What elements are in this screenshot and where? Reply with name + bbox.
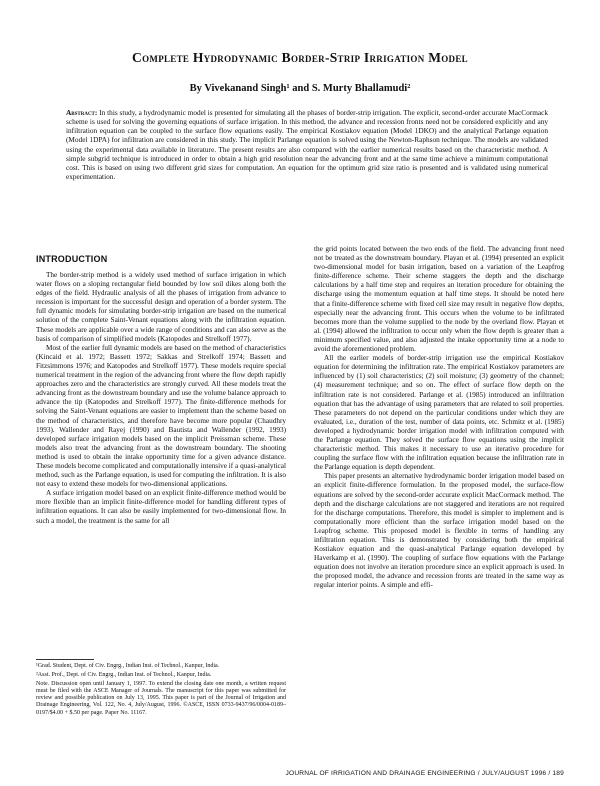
abstract-label: Abstract:: [66, 108, 98, 117]
left-column: [36, 271, 286, 526]
footnote-divider: [36, 659, 94, 660]
page-footer: JOURNAL OF IRRIGATION AND DRAINAGE ENGINEERING / JULY/AUGUST 1996 / 189: [285, 770, 564, 777]
left-paragraph: The border-strip method is a widely used method of surface irrigation in which water flows on a sloping rectangular field bounded by low soil dikes along both the edges of the field. Hydraulic analysis of all the phases of irrigation from advance to recession is important for the successful design and operation of a border system. The full dynamic models for simulating border-strip irrigation are based on the numerical solution of the complete Saint-Venant equations along with the infiltration equation. These models are applicable over a wide range of conditions and can also serve as the basis of comparison of simplified models (Katopodes and Strelkoff 1977).: [36, 271, 286, 343]
footnote-affiliation-1: ¹Grad. Student, Dept. of Civ. Engrg., Indian Inst. of Technol., Kanpur, India.: [36, 663, 220, 669]
left-paragraph: A surface irrigation model based on an explicit finite-difference method would be more flexible than an implicit finite-difference model for handling different types of infiltration equations. It can also be easily implemented for two-dimensional flow. In such a model, the treatment is the same for all: [36, 489, 286, 525]
footnotes: [36, 663, 286, 719]
footnote-editorial-note: Note. Discussion open until January 1, 1997. To extend the closing date one month, a written request must be filed with the ASCE Manager of Journals. The manuscript for this paper was submitted for review and possible publication on July 13, 1995. This paper is part of the Journal of Irrigation and Drainage Engineering, Vol. 122, No. 4, July/August, 1996. ©ASCE, ISSN 0733-9437/96/0004-0189–0197/$4.00 + $.50 per page. Paper No. 11167.: [36, 680, 286, 716]
abstract-block: [66, 108, 548, 181]
footnote-affiliation-2: ²Asst. Prof., Dept. of Civ. Engrg., Indian Inst. of Technol., Kanpur, India.: [36, 671, 212, 678]
author-line: By Vivekanand Singh¹ and S. Murty Bhallamudi²: [189, 83, 411, 94]
right-paragraph: the grid points located between the two ends of the field. The advancing front need not be treated as the downstream boundary. Playan et al. (1994) presented an explicit two-dimensional model for basin irrigation, based on a variation of the Leapfrog finite-difference scheme. Their scheme staggers the depth and the discharge calculations by a half time step and requires an iteration procedure for obtaining the discharge using the momentum equation at half time steps. It should be noted here that a finite-difference scheme with fixed cell size may result in negative flow depths, especially near the advancing front. This occurs when the volume to be infiltrated becomes more than the volume supplied to the node by the overland flow. Playan et al. (1994) allowed the infiltration to occur only when the flow depth is greater than a minimum specified value, and also adjusted the intake opportunity time at a node to avoid the aforementioned problem.: [314, 245, 564, 354]
paper-title: Complete Hydrodynamic Border-Strip Irrigation Model: [132, 50, 468, 65]
section-heading: INTRODUCTION: [36, 254, 108, 264]
abstract-text: In this study, a hydrodynamic model is presented for simulating all the phases of border-strip irrigation. The explicit, second-order accurate MacCormack scheme is used for solving the governing equations of surface irrigation. In this method, the advance and recession fronts need not be considered explicitly and any infiltration equation can be coupled to the surface flow equations easily. The empirical Kostiakov equation (Model 1DKO) and the analytical Parlange equation (Model 1DPA) for infiltration are considered in this study. The implicit Parlange equation is solved using the Newton-Raphson technique. The models are validated using the experimental data available in literature. The present results are also compared with the earlier numerical results based on the characteristic method. A simple subgrid technique is introduced in order to obtain a high grid resolution near the advancing front and at the same time achieve a minimum computational cost. This is based on using two different grid sizes for computation. An equation for the optimum grid size ratio is presented and is validated using numerical experimentation.: [66, 108, 549, 182]
right-column: [314, 245, 564, 591]
right-paragraph: All the earlier models of border-strip irrigation use the empirical Kostiakov equation for determining the infiltration rate. The empirical Kostiakov parameters are influenced by (1) soil characteristics; (2) soil moisture; (3) geometry of the channel; (4) measurement technique; and so on. The effect of surface flow depth on the infiltration rate is not considered. Parlange et al. (1985) introduced an infiltration equation that has the advantage of using parameters that are related to soil properties. These parameters do not depend on the particular conditions under which they are evaluated, i.e., duration of the test, number of data points, etc. Schmitz et al. (1985) developed a hydrodynamic border irrigation model with infiltration computed with the Parlange equation. They solved the surface flow equations using the implicit characteristic method. This makes it necessary to use an iterative procedure for coupling the surface flow with the infiltration equation because the infiltration rate in the Parlange equation is depth dependent.: [314, 354, 564, 472]
right-paragraph: This paper presents an alternative hydrodynamic border irrigation model based on an explicit finite-difference formulation. In the proposed model, the surface-flow equations are solved by the second-order accurate explicit MacCormack method. The depth and the discharge calculations are not staggered and iterations are not required for the discharge computations. Therefore, this model is simpler to implement and is computationally more efficient than the surface irrigation model based on the Leapfrog scheme. This proposed model is flexible in terms of handling any infiltration equation. This is demonstrated by considering both the empirical Kostiakov equation and the quasi-analytical Parlange equation developed by Haverkamp et al. (1990). The coupling of surface flow equations with the Parlange equation does not involve an iteration procedure since an explicit approach is used. In the proposed model, the advance and recession fronts are treated in the same way as regular interior points. A simple and effi-: [314, 472, 564, 590]
left-paragraph: Most of the earlier full dynamic models are based on the method of characteristics (Kincaid et al. 1972; Bassett 1972; Sakkas and Strelkoff 1974; Bassett and Fitzsimmons 1976; and Katopodes and Strelkoff 1977). These models require special numerical treatment in the region of the advancing front where the flow depth rapidly approaches zero and the characteristics are strongly curved. All these models treat the advancing front as the downstream boundary and use the volume balance approach to advance the tip (Katopodes and Strelkoff 1977). The finite-difference methods for solving the Saint-Venant equations are easier to implement than the scheme based on the method of characteristics, and therefore have become more popular (Chaudhry 1993). Wallender and Rayej (1990) and Bautista and Wallender (1992, 1993) developed surface irrigation models based on the implicit Preissman scheme. These models also treat the advancing front as the downstream boundary. The shooting method is used to obtain the intake opportunity time for a given advance distance. These models become complicated and computationally intensive if a quasi-analytical method, such as the Parlange equation, is used for computing the infiltration. It is also not easy to extend these models for two-dimensional applications.: [36, 343, 286, 489]
